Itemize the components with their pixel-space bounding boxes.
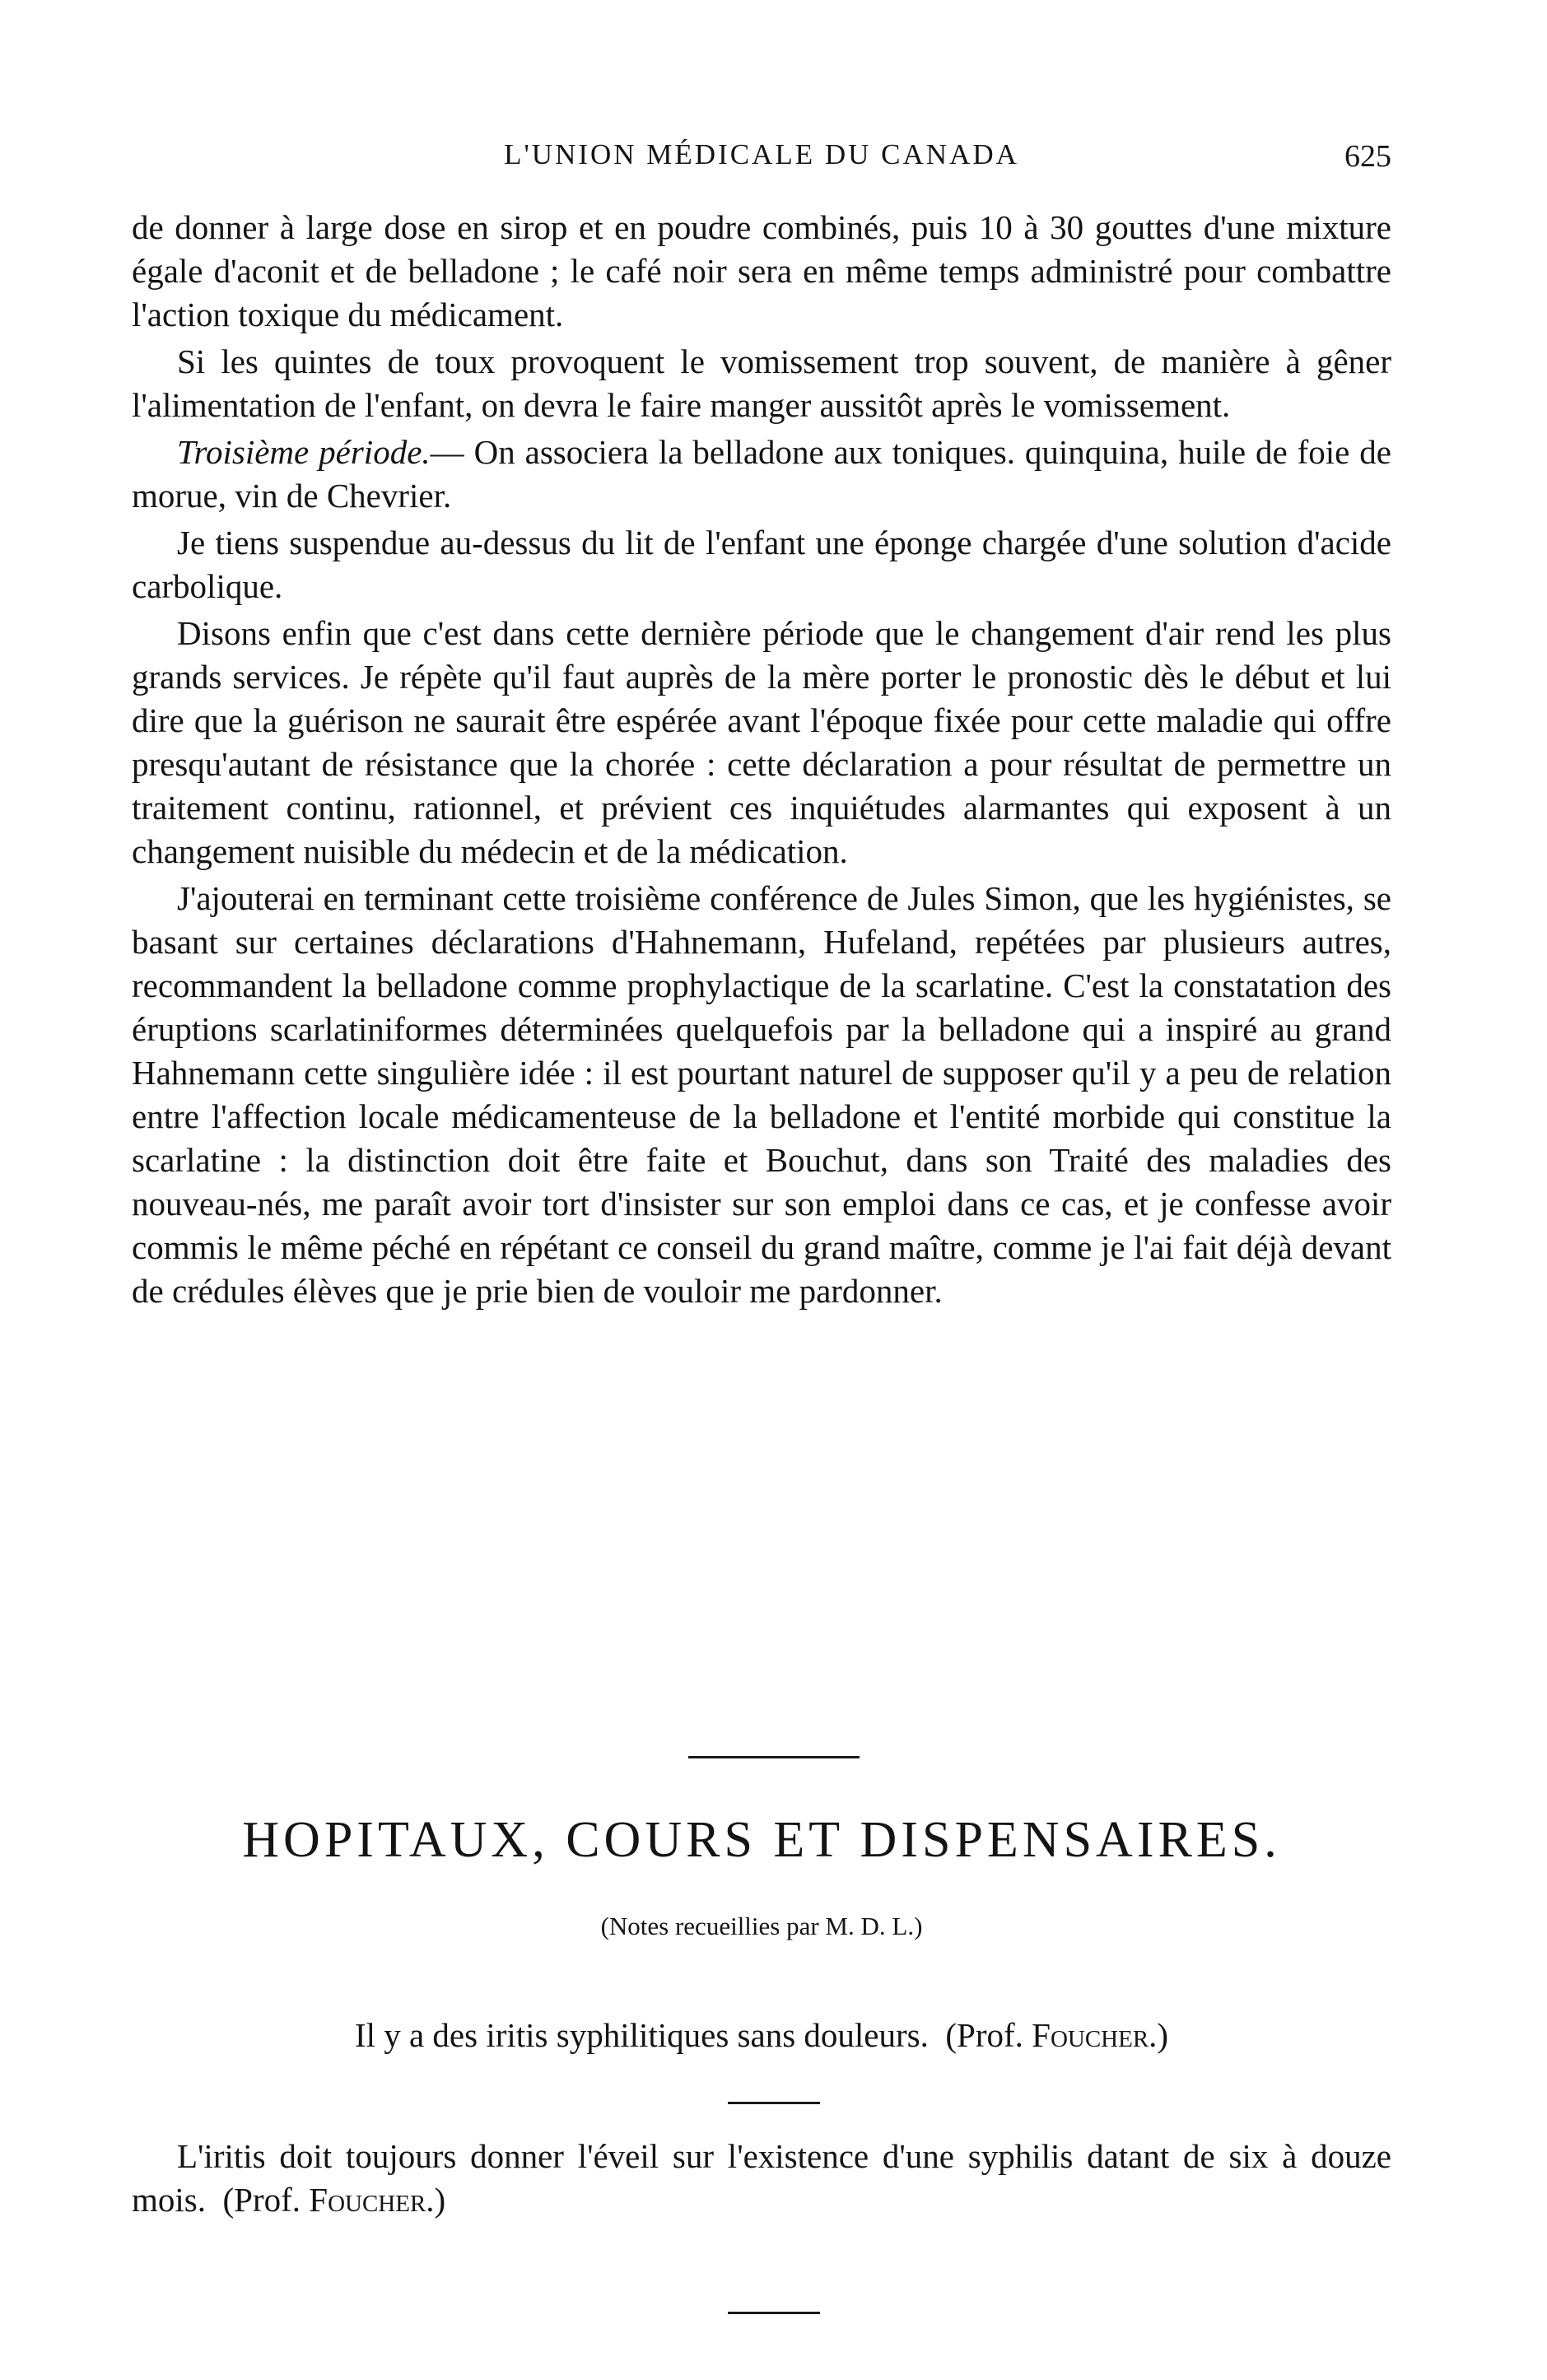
note-attribution-name: Foucher bbox=[1032, 2016, 1149, 2054]
note-divider bbox=[728, 2102, 820, 2104]
section-divider bbox=[688, 1756, 860, 1758]
third-period-text: — On associera la belladone aux toniques. quinquina, huile de foie de morue, vin de Chevrier. bbox=[132, 433, 1391, 515]
paragraph-continuation: de donner à large dose en sirop et en poudre combinés, puis 10 à 30 gouttes d'une mixture égale d'aconit et de belladone ; le café noir sera en même temps administré pour combattre l'action toxique du médicament. bbox=[132, 208, 1391, 333]
third-period-label: Troisième période. bbox=[177, 433, 431, 471]
paragraph-third-period bbox=[132, 431, 1391, 518]
paragraph-change-of-air: Disons enfin que c'est dans cette dernière période que le changement d'air rend les plus grands services. Je répète qu'il faut auprès de la mère porter le pronostic dès le début et lui dire que la guérison ne saurait être espérée avant l'époque fixée pour cette maladie qui offre presqu'autant de résistance que la chorée : cette déclaration a pour résultat de permettre un traitement continu, rationnel, et prévient ces inquiétudes alarmantes qui exposent à un changement nuisible du médecin et de la médication. bbox=[132, 614, 1391, 870]
running-title: L'UNION MÉDICALE DU CANADA bbox=[504, 138, 1019, 170]
section-credit: (Notes recueillies par M. D. L.) bbox=[600, 1912, 923, 1940]
note-attribution-suffix: .) bbox=[426, 2181, 446, 2219]
note-text: L'iritis doit toujours donner l'éveil sur l'existence d'une syphilis datant de six à douze mois. bbox=[132, 2137, 1391, 2219]
article-body bbox=[132, 206, 1391, 1313]
paragraph-cough-vomiting: Si les quintes de toux provoquent le vomissement trop souvent, de manière à gêner l'alimentation de l'enfant, on devra le faire manger aussitôt après le vomissement. bbox=[132, 342, 1391, 424]
note-text: Il y a des iritis syphilitiques sans douleurs. bbox=[354, 2016, 929, 2054]
running-head bbox=[132, 138, 1391, 179]
paragraph-carbolic-sponge: Je tiens suspendue au-dessus du lit de l'enfant une éponge chargée d'une solution d'acide carbolique. bbox=[132, 524, 1391, 605]
note-attribution-name: Foucher bbox=[309, 2181, 426, 2219]
clinical-note bbox=[132, 2014, 1391, 2057]
paragraph-belladonna-prophylaxis: J'ajouterai en terminant cette troisième conférence de Jules Simon, que les hygiénistes, se basant sur certaines déclarations d'Hahnemann, Hufeland, repétées par plusieurs autres, recommandent la belladone comme prophylactique de la scarlatine. C'est la constatation des éruptions scarlatiniformes déterminées quelquefois par la belladone qui a inspiré au grand Hahnemann cette singulière idée : il est pourtant naturel de supposer qu'il y a peu de relation entre l'affection locale médicamenteuse de la belladone et l'entité morbide qui constitue la scarlatine : la distinction doit être faite et Bouchut, dans son Traité des maladies des nouveau-nés, me paraît avoir tort d'insister sur son emploi dans ce cas, et je confesse avoir commis le même péché en répétant ce conseil du grand maître, comme je l'ai fait déjà devant de crédules élèves que je prie bien de vouloir me pardonner. bbox=[132, 879, 1391, 1310]
note-attribution-prefix: (Prof. bbox=[222, 2181, 301, 2219]
clinical-note bbox=[132, 2135, 1391, 2222]
note-attribution-suffix: .) bbox=[1149, 2016, 1169, 2054]
page-number: 625 bbox=[1344, 139, 1391, 174]
note-divider bbox=[728, 2312, 820, 2314]
note-attribution-prefix: (Prof. bbox=[945, 2016, 1023, 2054]
section-heading: HOPITAUX, COURS ET DISPENSAIRES. bbox=[242, 1812, 1281, 1868]
